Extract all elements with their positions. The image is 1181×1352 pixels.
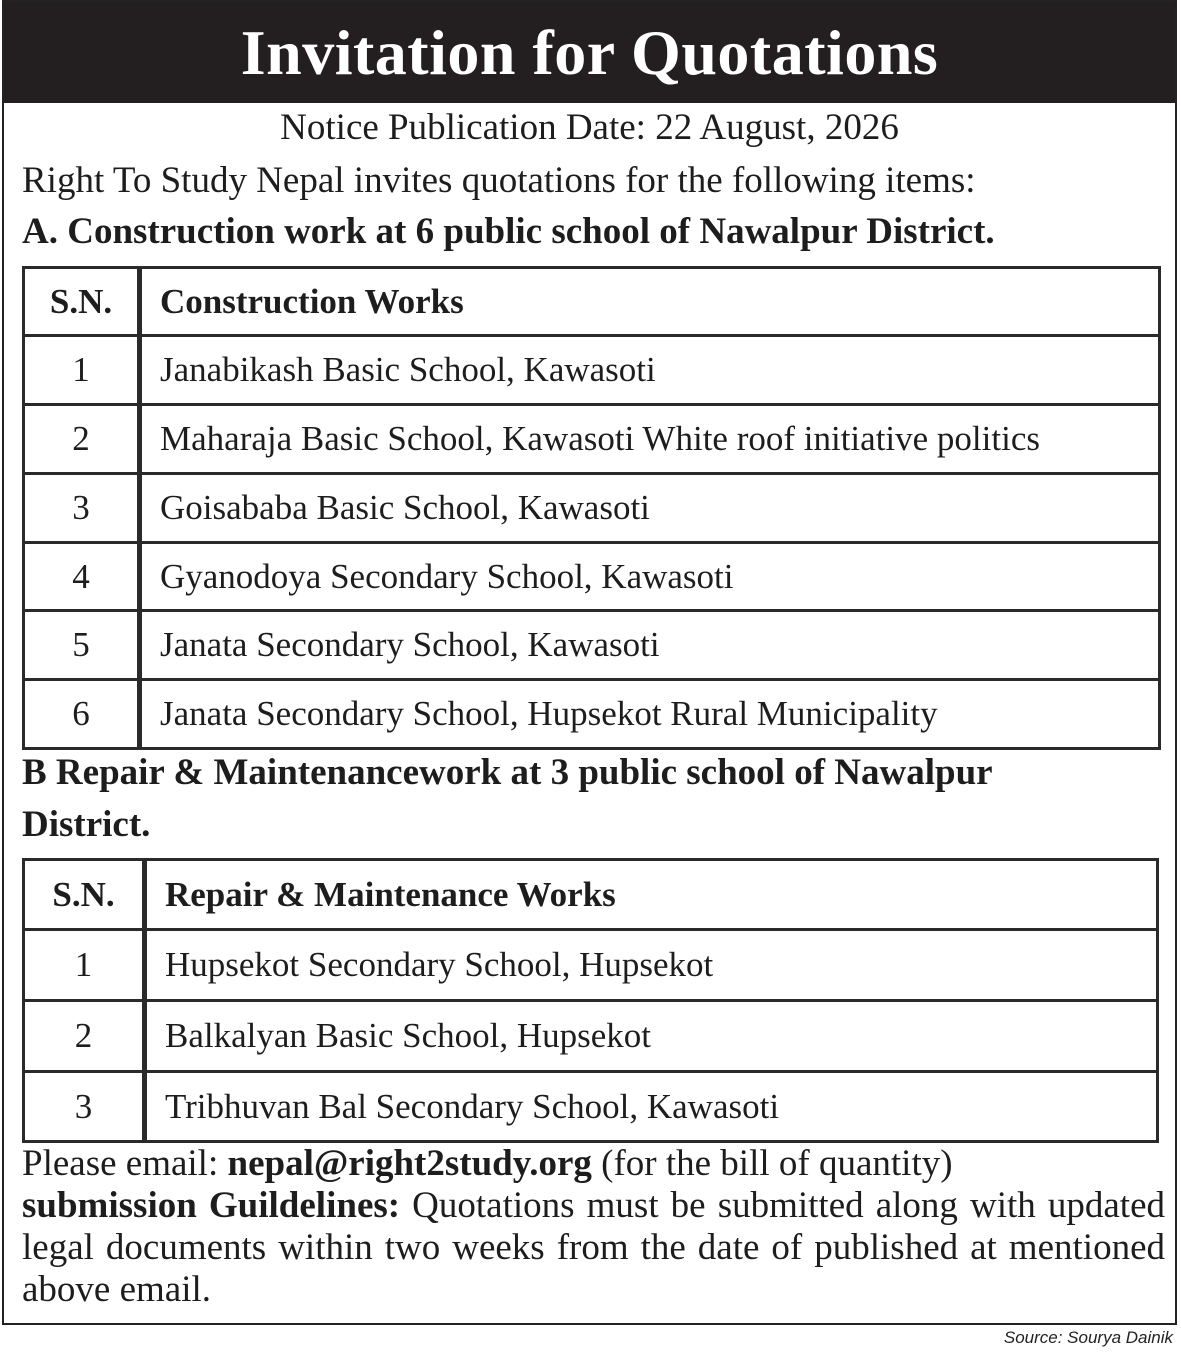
row-sn: 6	[24, 680, 140, 749]
row-work: Hupsekot Secondary School, Hupsekot	[145, 930, 1158, 1001]
row-sn: 2	[24, 1001, 145, 1072]
notice-title: Invitation for Quotations	[4, 2, 1175, 103]
row-sn: 1	[24, 930, 145, 1001]
column-header-sn: S.N.	[24, 860, 145, 930]
table-row	[24, 930, 1158, 1001]
intro-text: Right To Study Nepal invites quotations for the following items:	[22, 160, 976, 201]
publication-date: Notice Publication Date: 22 August, 2026	[280, 107, 899, 148]
contact-line	[22, 1143, 1165, 1185]
footer-block	[22, 1143, 1165, 1311]
section-b-heading-line2: District.	[22, 804, 151, 845]
guidelines-text: Quotations must be submitted along with updated legal documents within two weeks from the date of published at mentioned above email.	[22, 1185, 1165, 1310]
notice-frame	[2, 0, 1177, 1325]
row-work: Balkalyan Basic School, Hupsekot	[145, 1001, 1158, 1072]
table-header-row	[24, 860, 1158, 930]
row-sn: 2	[24, 405, 140, 474]
table-row	[24, 680, 1160, 749]
table-row	[24, 1072, 1158, 1142]
guidelines-label: submission Guildelines:	[22, 1185, 401, 1226]
table-row	[24, 474, 1160, 543]
table-row	[24, 336, 1160, 405]
source-credit: Source: Sourya Dainik	[1003, 1328, 1173, 1347]
guidelines-paragraph	[22, 1185, 1165, 1311]
table-header-row	[24, 268, 1160, 336]
section-b-heading-line1: B Repair & Maintenancework at 3 public school of Nawalpur	[22, 752, 993, 793]
row-work: Janata Secondary School, Hupsekot Rural Municipality	[140, 680, 1160, 749]
row-work: Tribhuvan Bal Secondary School, Kawasoti	[145, 1072, 1158, 1142]
row-sn: 4	[24, 543, 140, 611]
row-sn: 3	[24, 474, 140, 543]
repair-maintenance-table	[22, 858, 1159, 1143]
column-header-construction-works: Construction Works	[140, 268, 1160, 336]
section-a-heading: A. Construction work at 6 public school of Nawalpur District.	[22, 211, 995, 252]
table-row	[24, 543, 1160, 611]
row-sn: 1	[24, 336, 140, 405]
contact-suffix: (for the bill of quantity)	[591, 1143, 953, 1184]
contact-email[interactable]: nepal@right2study.org	[227, 1143, 592, 1184]
row-work: Maharaja Basic School, Kawasoti White roof initiative politics	[140, 405, 1160, 474]
table-row	[24, 405, 1160, 474]
row-work: Janabikash Basic School, Kawasoti	[140, 336, 1160, 405]
contact-prefix: Please email:	[22, 1143, 228, 1184]
column-header-sn: S.N.	[24, 268, 140, 336]
column-header-repair-works: Repair & Maintenance Works	[145, 860, 1158, 930]
row-sn: 3	[24, 1072, 145, 1142]
table-row	[24, 611, 1160, 680]
row-sn: 5	[24, 611, 140, 680]
row-work: Gyanodoya Secondary School, Kawasoti	[140, 543, 1160, 611]
row-work: Janata Secondary School, Kawasoti	[140, 611, 1160, 680]
row-work: Goisababa Basic School, Kawasoti	[140, 474, 1160, 543]
table-row	[24, 1001, 1158, 1072]
construction-works-table	[22, 266, 1161, 750]
